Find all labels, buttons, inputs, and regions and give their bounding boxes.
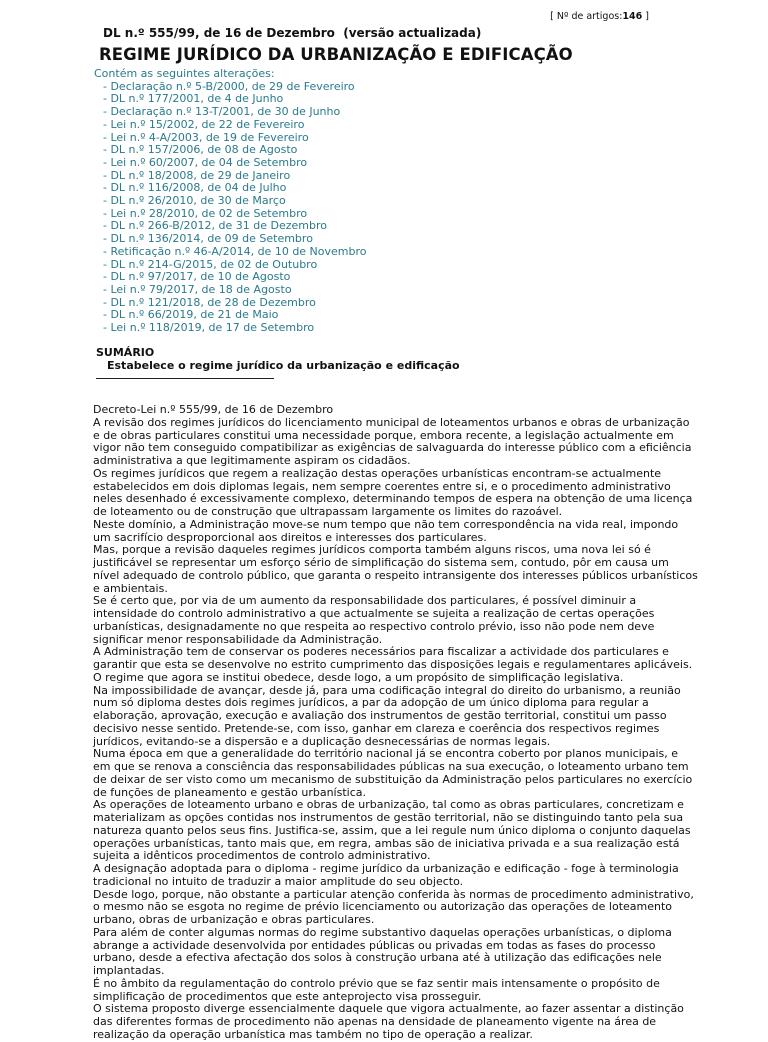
preamble-paragraph: Para além de conter algumas normas do regime substantivo daquelas operações urbanísticas, o diploma abrange a actividade desenvolvida por entidades públicas ou privadas em todas as fases do processo urbano, desde a efectiva afectação dos solos à construção urbana até à utilização das edificações nele implantadas. bbox=[93, 925, 672, 977]
amendment-link[interactable]: - DL n.º 66/2019, de 21 de Maio bbox=[103, 308, 279, 322]
preamble-paragraph: Mas, porque a revisão daqueles regimes jurídicos comporta também alguns riscos, uma nova lei só é justificável se representar um esforço sério de simplificação do sistema sem, contudo, pôr em causa um nível adequado de controlo público, que garanta o respeito intransigente dos interesses públicos urbanísticos e ambientais. bbox=[93, 543, 698, 595]
amendment-link[interactable]: - Declaração n.º 13-T/2001, de 30 de Junho bbox=[103, 105, 341, 119]
amendment-link[interactable]: - DL n.º 266-B/2012, de 31 de Dezembro bbox=[103, 219, 327, 233]
amendment-link[interactable]: - DL n.º 136/2014, de 09 de Setembro bbox=[103, 232, 313, 246]
preamble-paragraph: A Administração tem de conservar os poderes necessários para fiscalizar a actividade dos particulares e garantir que esta se desenvolve no estrito cumprimento das disposições legais e regulamentares aplicáveis. bbox=[93, 645, 693, 671]
preamble-paragraph: Decreto-Lei n.º 555/99, de 16 de Dezembro bbox=[93, 403, 334, 416]
preamble-paragraph: Neste domínio, a Administração move-se num tempo que não tem correspondência na vida real, impondo um sacrifício desproporcional aos direitos e interesses dos particulares. bbox=[93, 517, 679, 544]
preamble-paragraph: Numa época em que a generalidade do território nacional já se encontra coberto por planos municipais, e em que se renova a consciência das responsabilidades públicas na sua execução, o loteamento urbano tem de deixar de ser visto como um mecanismo de substituição da Administração pelos particulares no exercício de funções de planeamento e gestão urbanística. bbox=[93, 747, 693, 799]
divider bbox=[96, 378, 274, 379]
summary-text: Estabelece o regime jurídico da urbanização e edificação bbox=[107, 359, 460, 372]
amendment-link[interactable]: - DL n.º 177/2001, de 4 de Junho bbox=[103, 92, 284, 106]
amendment-link[interactable]: - DL n.º 121/2018, de 28 de Dezembro bbox=[103, 295, 316, 309]
preamble-paragraph: A designação adoptada para o diploma - regime jurídico da urbanização e edificação - foge à terminologia tradicional no intuito de traduzir a maior amplitude do seu objecto. bbox=[93, 862, 679, 888]
amendment-link[interactable]: - Lei n.º 15/2002, de 22 de Fevereiro bbox=[103, 117, 305, 131]
amendment-link[interactable]: - Lei n.º 79/2017, de 18 de Agosto bbox=[103, 282, 292, 296]
amendment-link[interactable]: - DL n.º 26/2010, de 30 de Março bbox=[103, 194, 286, 208]
amendment-link[interactable]: - DL n.º 157/2006, de 08 de Agosto bbox=[103, 143, 298, 157]
amendment-link[interactable]: - DL n.º 214-G/2015, de 02 de Outubro bbox=[103, 257, 318, 271]
amendment-link[interactable]: - DL n.º 97/2017, de 10 de Agosto bbox=[103, 270, 291, 284]
amendments-list bbox=[94, 81, 367, 335]
amendment-link[interactable]: - Lei n.º 118/2019, de 17 de Setembro bbox=[103, 321, 315, 335]
preamble-paragraph: É no âmbito da regulamentação do controlo prévio que se faz sentir mais intensamente o propósito de simplificação de procedimentos que este anteprojecto visa prosseguir. bbox=[93, 976, 660, 1003]
preamble-body bbox=[93, 404, 698, 1042]
summary-section bbox=[96, 346, 460, 372]
article-count bbox=[550, 11, 649, 22]
preamble-paragraph: Desde logo, porque, não obstante a particular atenção conferida às normas de procedimento administrativo, o mesmo não se esgota no regime de prévio licenciamento ou autorização das operações de loteamento urbano, obras de urbanização e obras particulares. bbox=[93, 887, 694, 926]
article-count-close: ] bbox=[642, 11, 649, 22]
summary-heading: SUMÁRIO bbox=[96, 346, 155, 359]
amendments-section bbox=[94, 68, 367, 335]
preamble-paragraph: Se é certo que, por via de um aumento da responsabilidade dos particulares, é possível diminuir a intensidade do controlo administrativo a que actualmente se sujeita a realização de certas operações urbanísticas, designadamente no que respeita ao respectivo controlo prévio, isso não pode nem deve significar menor responsabilidade da Administração. bbox=[93, 594, 655, 646]
article-count-label: [ Nº de artigos: bbox=[550, 11, 623, 22]
amendment-link[interactable]: - Declaração n.º 5-B/2000, de 29 de Fevereiro bbox=[103, 79, 355, 93]
amendment-link[interactable]: - DL n.º 18/2008, de 29 de Janeiro bbox=[103, 168, 291, 182]
preamble-paragraph: O sistema proposto diverge essencialmente daquele que vigora actualmente, ao fazer assentar a distinção das diferentes formas de procedimento não apenas na densidade de planeamento vigente na área de realização da operação urbanística mas também no tipo de operação a realizar. bbox=[93, 1002, 684, 1041]
amendment-link[interactable]: - Retificação n.º 46-A/2014, de 10 de Novembro bbox=[103, 244, 367, 258]
article-count-value: 146 bbox=[622, 11, 643, 22]
amendments-heading: Contém as seguintes alterações: bbox=[94, 67, 275, 80]
decree-title: DL n.º 555/99, de 16 de Dezembro (versão actualizada) bbox=[103, 26, 482, 40]
preamble-paragraph: O regime que agora se institui obedece, desde logo, a um propósito de simplificação legislativa. bbox=[93, 670, 624, 684]
preamble-paragraph: Na impossibilidade de avançar, desde já, para uma codificação integral do direito do urbanismo, a reunião num só diploma destes dois regimes jurídicos, a par da adopção de um único diploma para regular a elaboração, aprovação, execução e avaliação dos instrumentos de gestão territorial, constitui um passo decisivo nesse sentido. Pretende-se, com isso, ganhar em clareza e coerência dos respectivos regimes jurídicos, evitando-se a dispersão e a duplicação desnecessárias de normas legais. bbox=[93, 683, 681, 748]
preamble-paragraph: A revisão dos regimes jurídicos do licenciamento municipal de loteamentos urbanos e obras de urbanização e de obras particulares constitui uma necessidade porque, embora recente, a legislação actualmente em vigor não tem conseguido compatibilizar as exigências de salvaguarda do interesse público com a eficiência administrativa a que legitimamente aspiram os cidadãos. bbox=[93, 415, 692, 467]
amendment-link[interactable]: - Lei n.º 60/2007, de 04 de Setembro bbox=[103, 155, 308, 169]
preamble-paragraph: As operações de loteamento urbano e obras de urbanização, tal como as obras particulares, concretizam e materializam as opções contidas nos instrumentos de gestão territorial, não se distinguindo tanto pela sua natureza quanto pelos seus fins. Justifica-se, assim, que a lei regule num único diploma o conjunto daquelas operações urbanísticas, tanto mais que, em regra, ambas são de iniciativa privada e a sua realização está sujeita a idênticos procedimentos de controlo administrativo. bbox=[93, 798, 691, 863]
amendment-link[interactable]: - Lei n.º 4-A/2003, de 19 de Fevereiro bbox=[103, 130, 309, 144]
preamble-paragraph: Os regimes jurídicos que regem a realização destas operações urbanísticas encontram-se actualmente estabelecidos em dois diplomas legais, nem sempre coerentes entre si, e o procedimento administrativo neles desenhado é excessivamente complexo, determinando tempos de espera na obtenção de uma licença de loteamento ou de construção que ultrapassam largamente os limites do razoável. bbox=[93, 466, 693, 518]
amendment-link[interactable]: - DL n.º 116/2008, de 04 de Julho bbox=[103, 181, 287, 195]
document-title: REGIME JURÍDICO DA URBANIZAÇÃO E EDIFICAÇÃO bbox=[99, 45, 573, 64]
amendment-link[interactable]: - Lei n.º 28/2010, de 02 de Setembro bbox=[103, 206, 308, 220]
